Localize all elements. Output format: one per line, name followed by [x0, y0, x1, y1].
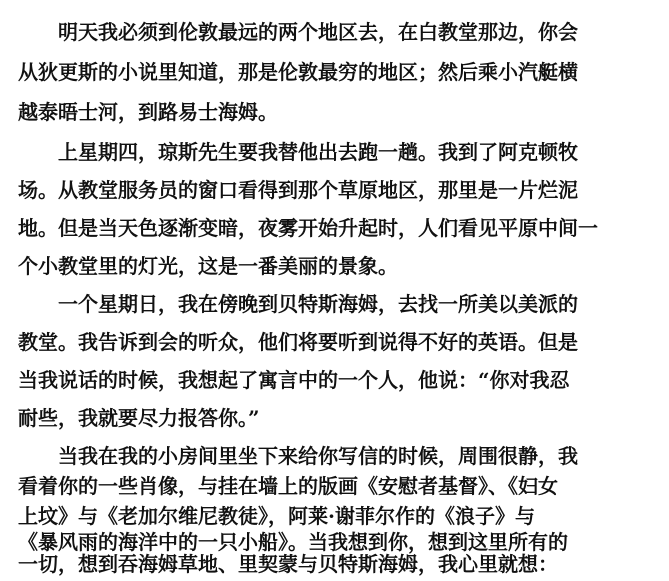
paragraph-2-line-1: 上星期四，琼斯先生要我替他出去跑一趟。我到了阿克顿牧 [58, 140, 578, 164]
paragraph-4-line-2: 看着你的一些肖像，与挂在墙上的版画《安慰者基督》、《妇女 [18, 474, 558, 498]
paragraph-4-line-1: 当我在我的小房间里坐下来给你写信的时候，周围很静，我 [58, 444, 578, 468]
paragraph-4-line-5: 一切，想到吞海姆草地、里契蒙与贝特斯海姆，我心里就想： [18, 552, 558, 576]
paragraph-3-line-4: 耐些，我就要尽力报答你。” [18, 406, 260, 430]
paragraph-3-line-3: 当我说话的时候，我想起了寓言中的一个人，他说：“你对我忍 [18, 368, 570, 392]
paragraph-1-line-3: 越泰晤士河，到路易士海姆。 [18, 100, 278, 124]
paragraph-2-line-2: 场。从教堂服务员的窗口看得到那个草原地区，那里是一片烂泥 [18, 178, 578, 202]
paragraph-3-line-1: 一个星期日，我在傍晚到贝特斯海姆，去找一所美以美派的 [58, 292, 578, 316]
paragraph-2-line-4: 个小教堂里的灯光，这是一番美丽的景象。 [18, 254, 398, 278]
paragraph-4-line-3: 上坟》与《老加尔维尼教徒》，阿莱·谢菲尔作的《浪子》与 [18, 504, 535, 528]
paragraph-2-line-3: 地。但是当天色逐渐变暗，夜雾开始升起时，人们看见平原中间一 [18, 216, 598, 240]
paragraph-1-line-2: 从狄更斯的小说里知道，那是伦敦最穷的地区；然后乘小汽艇横 [18, 60, 578, 84]
paragraph-3-line-2: 教堂。我告诉到会的听众，他们将要听到说得不好的英语。但是 [18, 330, 578, 354]
paragraph-1-line-1: 明天我必须到伦敦最远的两个地区去，在白教堂那边，你会 [58, 20, 578, 44]
paragraph-4-line-4: 《暴风雨的海洋中的一只小船》。当我想到你，想到这里所有的 [18, 530, 568, 554]
